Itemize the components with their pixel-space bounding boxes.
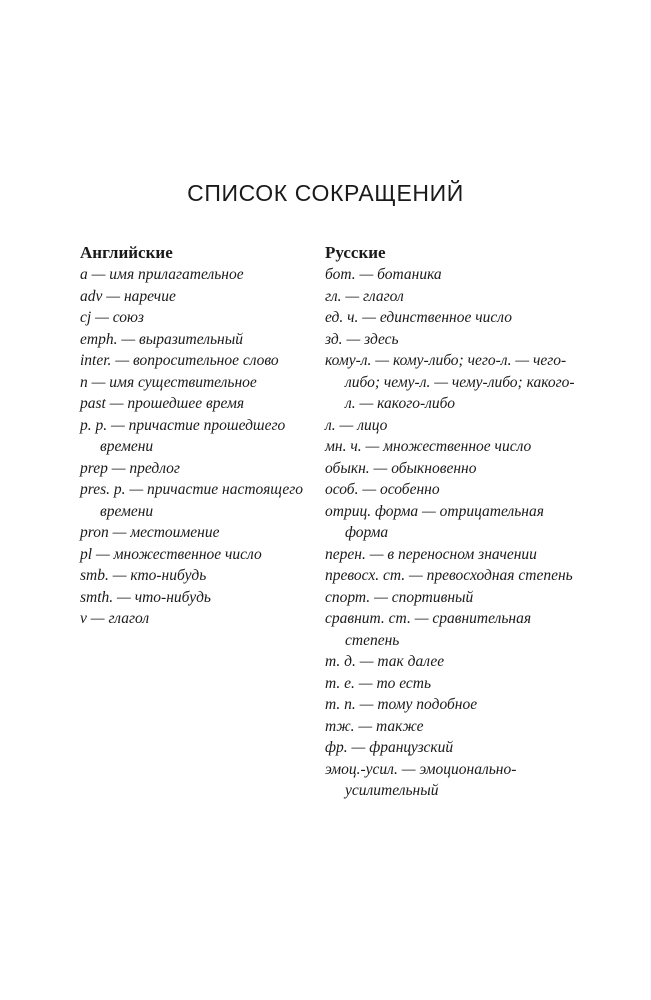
separator-dash: —	[341, 287, 364, 305]
abbreviation-meaning: кто-нибудь	[130, 567, 207, 584]
abbreviation-term: ед. ч.	[325, 309, 359, 326]
abbreviation-entry	[80, 587, 310, 609]
abbreviation-meaning: обыкновенно	[391, 459, 477, 477]
separator-dash: —	[355, 696, 378, 713]
abbreviation-meaning: здесь	[364, 330, 399, 348]
separator-dash: —	[410, 610, 433, 627]
abbreviation-entry	[325, 694, 580, 716]
abbreviation-meaning: сравнительная степень	[345, 610, 532, 649]
separator-dash: —	[111, 352, 133, 369]
abbreviation-meaning: причастие прошедшего времени	[100, 416, 286, 455]
abbreviation-meaning: особенно	[380, 481, 440, 498]
abbreviation-entry	[325, 307, 580, 329]
abbreviation-entry	[325, 350, 580, 415]
abbreviation-entry	[80, 565, 310, 587]
abbreviation-entry	[80, 393, 310, 415]
separator-dash: —	[354, 717, 377, 735]
separator-dash: —	[102, 287, 124, 305]
abbreviation-entry	[80, 329, 310, 351]
separator-dash: —	[370, 588, 392, 606]
abbreviation-entry	[325, 286, 580, 308]
abbreviation-meaning: наречие	[123, 287, 176, 305]
separator-dash: —	[354, 674, 377, 692]
abbreviation-meaning: местоимение	[130, 524, 220, 541]
abbreviation-term: фр.	[325, 739, 348, 756]
abbreviation-entry	[80, 458, 310, 480]
abbreviation-entry	[80, 264, 310, 286]
abbreviation-term: обыкн.	[325, 459, 370, 477]
abbreviation-meaning: вопросительное слово	[132, 352, 279, 369]
abbreviation-term: pl	[80, 545, 93, 563]
abbreviation-entry	[325, 587, 580, 609]
separator-dash: —	[355, 653, 378, 670]
separator-dash: —	[418, 502, 440, 520]
abbreviation-meaning: глагол	[363, 287, 404, 305]
abbreviation-meaning: прошедшее время	[127, 395, 245, 412]
abbreviation-meaning: единственное число	[379, 309, 512, 326]
abbreviation-term: спорт.	[325, 588, 371, 606]
abbreviation-entry	[325, 716, 580, 738]
russian-entries-list	[325, 264, 580, 802]
abbreviation-meaning: так далее	[377, 653, 445, 670]
separator-dash: —	[405, 567, 427, 584]
abbreviation-term: гл.	[325, 287, 342, 305]
abbreviation-term: эмоц.-усил.	[325, 760, 398, 778]
abbreviation-entry	[325, 436, 580, 458]
abbreviation-meaning: множественное число	[113, 545, 262, 563]
separator-dash: —	[355, 266, 378, 283]
separator-dash: —	[371, 352, 393, 369]
english-heading: Английские	[80, 243, 173, 262]
abbreviation-term: бот.	[325, 266, 356, 283]
abbreviation-meaning: лицо	[357, 416, 388, 434]
page-title: СПИСОК СОКРАЩЕНИЙ	[187, 180, 464, 206]
english-abbreviations-column	[80, 242, 310, 630]
abbreviation-meaning: в переносном значении	[387, 545, 537, 563]
abbreviation-meaning: выразительный	[139, 330, 243, 348]
separator-dash: —	[108, 524, 131, 541]
abbreviation-entry	[80, 350, 310, 372]
abbreviation-meaning: множественное число	[383, 438, 532, 455]
separator-dash: —	[87, 266, 110, 283]
abbreviation-term: inter.	[80, 352, 112, 369]
abbreviation-term: smth.	[80, 588, 114, 606]
abbreviation-term: prep	[80, 459, 108, 477]
abbreviation-entry	[325, 329, 580, 351]
abbreviation-term: тж.	[325, 717, 355, 735]
separator-dash: —	[342, 330, 365, 348]
abbreviation-term: л.	[325, 416, 336, 434]
abbreviation-meaning: тому подобное	[377, 696, 478, 713]
abbreviation-entry	[325, 651, 580, 673]
abbreviation-entry	[80, 522, 310, 544]
abbreviation-meaning: французский	[369, 739, 454, 756]
abbreviation-meaning: имя прилагательное	[109, 266, 244, 283]
separator-dash: —	[107, 459, 130, 477]
abbreviation-term: т. д.	[325, 653, 356, 670]
abbreviation-meaning: то есть	[376, 674, 432, 692]
separator-dash: —	[358, 481, 381, 498]
abbreviation-term: smb.	[80, 567, 109, 584]
abbreviation-term: сравнит. ст.	[325, 610, 411, 627]
abbreviation-entry	[80, 608, 310, 630]
abbreviation-term: v	[80, 610, 87, 627]
abbreviation-entry	[325, 565, 580, 587]
separator-dash: —	[361, 438, 384, 455]
separator-dash: —	[397, 760, 420, 778]
abbreviation-meaning: превосходная степень	[426, 567, 573, 584]
abbreviation-entry	[325, 544, 580, 566]
abbreviation-meaning: ботаника	[377, 266, 442, 283]
separator-dash: —	[347, 739, 370, 756]
separator-dash: —	[117, 330, 139, 348]
abbreviation-entry	[325, 479, 580, 501]
abbreviation-entry	[80, 415, 310, 458]
abbreviation-entry	[325, 415, 580, 437]
abbreviation-entry	[325, 673, 580, 695]
separator-dash: —	[365, 545, 388, 563]
abbreviation-term: кому-л.	[325, 352, 372, 369]
separator-dash: —	[86, 610, 109, 627]
abbreviation-term: отриц. форма	[325, 502, 419, 520]
abbreviation-term: past	[80, 395, 106, 412]
abbreviation-term: p. p.	[80, 416, 108, 434]
abbreviation-term: т. е.	[325, 674, 355, 692]
abbreviation-term: мн. ч.	[325, 438, 362, 455]
separator-dash: —	[369, 459, 392, 477]
abbreviation-meaning: также	[376, 717, 424, 735]
abbreviation-entry	[325, 501, 580, 544]
separator-dash: —	[113, 588, 135, 606]
abbreviation-term: adv	[80, 287, 103, 305]
abbreviation-meaning: союз	[112, 309, 144, 326]
abbreviation-term: особ.	[325, 481, 359, 498]
separator-dash: —	[105, 395, 128, 412]
separator-dash: —	[87, 373, 110, 391]
abbreviation-entry	[80, 479, 310, 522]
separator-dash: —	[92, 545, 114, 563]
abbreviation-entry	[80, 372, 310, 394]
abbreviation-entry	[325, 737, 580, 759]
abbreviation-meaning: спортивный	[391, 588, 474, 606]
separator-dash: —	[335, 416, 358, 434]
abbreviation-entry	[325, 759, 580, 802]
abbreviation-meaning: причастие настоящего времени	[100, 481, 304, 520]
abbreviation-entry	[325, 458, 580, 480]
abbreviation-term: a	[80, 266, 88, 283]
abbreviation-term: перен.	[325, 545, 366, 563]
abbreviation-term: зд.	[325, 330, 343, 348]
abbreviation-meaning: имя существительное	[109, 373, 257, 391]
abbreviation-meaning: глагол	[108, 610, 150, 627]
separator-dash: —	[125, 481, 148, 498]
abbreviation-meaning: эмоционально-усилительный	[345, 760, 517, 799]
abbreviation-entry	[325, 264, 580, 286]
abbreviation-entry	[80, 286, 310, 308]
separator-dash: —	[358, 309, 380, 326]
separator-dash: —	[108, 567, 131, 584]
abbreviation-term: emph.	[80, 330, 118, 348]
abbreviation-meaning: предлог	[129, 459, 180, 477]
abbreviation-entry	[325, 608, 580, 651]
russian-abbreviations-column	[325, 242, 580, 802]
abbreviation-term: cj	[80, 309, 92, 326]
abbreviation-term: превосх. ст.	[325, 567, 406, 584]
abbreviation-term: pron	[80, 524, 109, 541]
abbreviation-meaning: отрицательная форма	[345, 502, 544, 541]
abbreviation-meaning: кому-либо; чего-л. — чего-либо; чему-л. — чему-либо; какого-л. — какого-либо	[345, 352, 575, 412]
english-entries-list	[80, 264, 310, 630]
abbreviation-entry	[80, 544, 310, 566]
separator-dash: —	[91, 309, 113, 326]
separator-dash: —	[107, 416, 129, 434]
abbreviation-term: т. п.	[325, 696, 356, 713]
abbreviation-term: n	[80, 373, 88, 391]
abbreviation-entry	[80, 307, 310, 329]
abbreviation-meaning: что-нибудь	[134, 588, 211, 606]
abbreviation-term: pres. p.	[80, 481, 126, 498]
russian-heading: Русские	[325, 243, 386, 262]
